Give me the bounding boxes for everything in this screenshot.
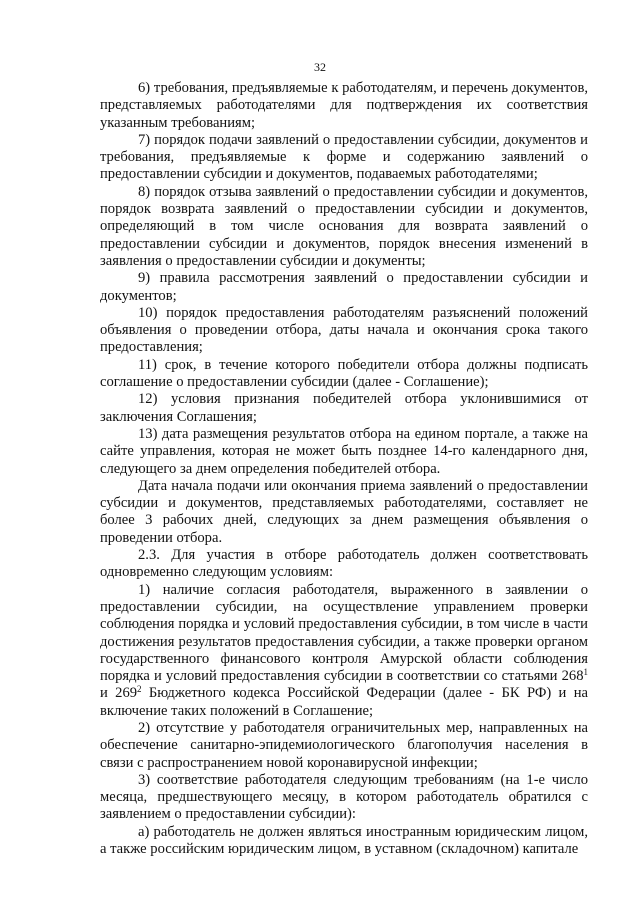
document-body (100, 80, 588, 858)
paragraph-condition-requirements: 3) соответствие работодателя следующим требованиям (на 1-е число месяца, предшествующего месяцу, в котором работодатель обратился с заявлением о предоставлении субсидии): (100, 771, 588, 823)
footnote-superscript: 2 (137, 684, 142, 695)
paragraph-item-11: 11) срок, в течение которого победители отбора должны подписать соглашение о предоставлении субсидии (далее - Соглашение); (100, 356, 588, 391)
paragraph-condition-no-restrictions: 2) отсутствие у работодателя ограничительных мер, направленных на обеспечение санитарно-эпидемиологического благополучия населения в связи с распространением новой коронавирусной инфекции; (100, 719, 588, 771)
page-number: 32 (314, 60, 326, 74)
paragraph-item-12: 12) условия признания победителей отбора уклонившимися от заключения Соглашения; (100, 391, 588, 425)
consent-text-after: Бюджетного кодекса Российской Федерации (далее - БК РФ) и на включение таких положений в Соглашение; (100, 685, 588, 719)
consent-text-middle: и 269 (100, 685, 138, 702)
footnote-superscript: 1 (583, 667, 588, 678)
paragraph-condition-consent (100, 582, 588, 720)
paragraph-requirement-a: а) работодатель не должен являться иностранным юридическим лицом, а также российским юридическим лицом, в уставном (складочном) капитале (100, 823, 588, 858)
paragraph-item-6: 6) требования, предъявляемые к работодателям, и перечень документов, представляемых работодателями для подтверждения их соответствия указанным требованиям; (100, 80, 588, 131)
paragraph-item-9: 9) правила рассмотрения заявлений о предоставлении субсидии и документов; (100, 270, 588, 304)
paragraph-item-7: 7) порядок подачи заявлений о предоставлении субсидии, документов и требования, предъявляемые к форме и содержанию заявлений о предоставлении субсидии и документов, подаваемых работодателями; (100, 131, 588, 183)
consent-text-before: 1) наличие согласия работодателя, выраженного в заявлении о предоставлении субсидии, на осуществление управлением проверки соблюдения порядка и условий предоставления субсидии, в том числе в части достижения результатов предоставления субсидии, а также проверки органом государственного финансового контроля Амурской области соблюдения порядка и условий предоставления субсидии в соответствии со статьями 268 (100, 581, 588, 685)
paragraph-item-13: 13) дата размещения результатов отбора на едином портале, а также на сайте управления, которая не может быть позднее 14-го календарного дня, следующего за днем определения победителей отбора. (100, 425, 588, 477)
paragraph-section-2-3: 2.3. Для участия в отборе работодатель должен соответствовать одновременно следующим условиям: (100, 547, 588, 581)
paragraph-item-8: 8) порядок отзыва заявлений о предоставлении субсидии и документов, порядок возврата заявлений о предоставлении субсидии и документов, определяющий в том числе основания для возврата заявлений о предоставлении субсидии и документов, порядок внесения изменений в заявления о предоставлении субсидии и документы; (100, 183, 588, 269)
paragraph-application-dates: Дата начала подачи или окончания приема заявлений о предоставлении субсидии и документов, представляемых работодателями, составляет не более 3 рабочих дней, следующих за днем размещения объявления о проведении отбора. (100, 477, 588, 546)
paragraph-item-10: 10) порядок предоставления работодателям разъяснений положений объявления о проведении отбора, даты начала и окончания срока такого предоставления; (100, 304, 588, 356)
